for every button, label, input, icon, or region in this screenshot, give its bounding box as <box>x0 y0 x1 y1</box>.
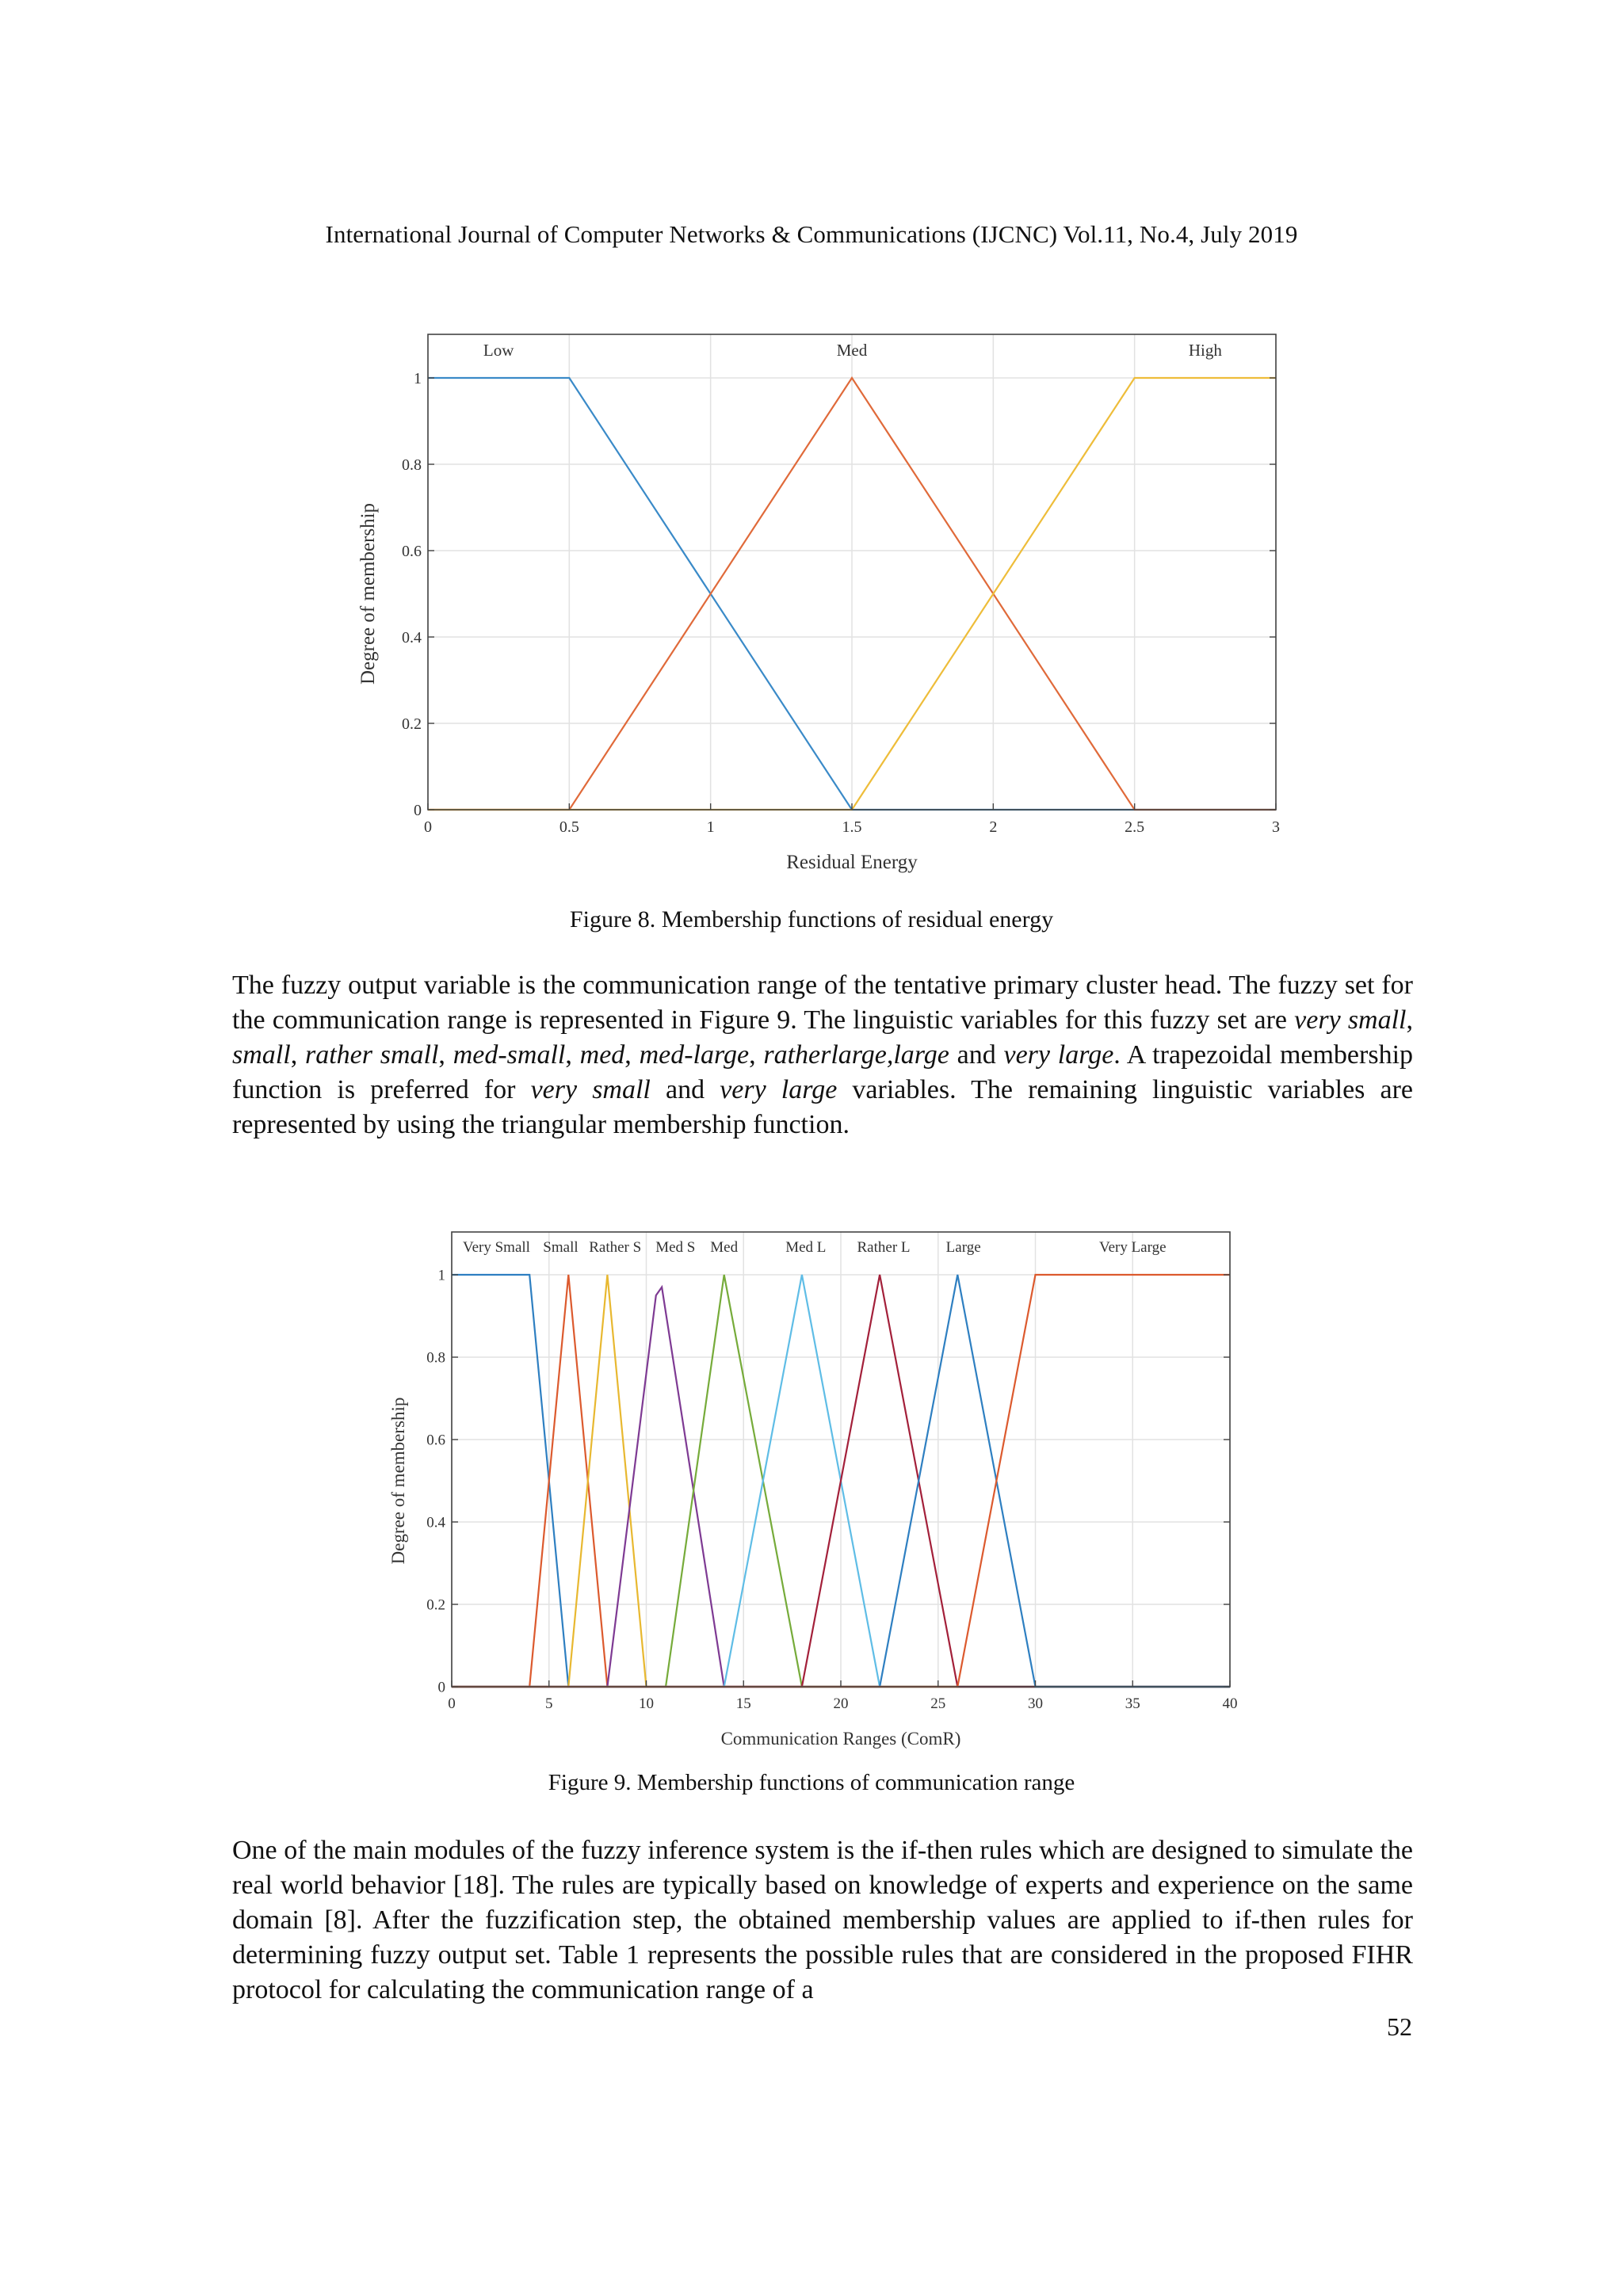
series-label: High <box>1188 341 1222 360</box>
x-tick-label: 3 <box>1272 818 1280 836</box>
text-run: and <box>949 1040 1004 1070</box>
x-tick-label: 25 <box>930 1695 946 1712</box>
series-label: Low <box>483 341 514 360</box>
y-axis-label: Degree of membership <box>388 1397 408 1565</box>
italic-term: very large <box>1003 1040 1114 1070</box>
x-tick-label: 1 <box>706 818 715 836</box>
x-tick-label: 0 <box>424 818 432 836</box>
italic-term: very small <box>1294 1005 1407 1035</box>
y-tick-label: 0.8 <box>426 1349 445 1367</box>
figure-9-chart <box>372 1216 1260 1763</box>
italic-term: very small <box>530 1075 651 1104</box>
y-tick-label: 0.8 <box>402 456 422 474</box>
y-axis-label: Degree of membership <box>357 502 379 685</box>
x-tick-label: 0.5 <box>559 818 579 836</box>
text-run: , <box>290 1040 305 1070</box>
x-tick-label: 40 <box>1222 1695 1238 1712</box>
x-tick-label: 1.5 <box>842 818 862 836</box>
x-tick-label: 10 <box>639 1695 654 1712</box>
text-run: variables. The remaining linguistic variables are represented by using the triangular membership function. <box>232 1075 1413 1139</box>
x-axis-label: Residual Energy <box>786 852 918 873</box>
y-tick-label: 0 <box>414 802 422 819</box>
text-run: , <box>438 1040 453 1070</box>
x-tick-label: 2 <box>989 818 998 836</box>
italic-term: rather small <box>304 1040 439 1070</box>
figure-8-caption: Figure 8. Membership functions of residual energy <box>569 906 1054 933</box>
text-run: , <box>624 1040 640 1070</box>
figure-9-caption: Figure 9. Membership functions of communication range <box>548 1770 1075 1795</box>
text-run: , <box>749 1040 764 1070</box>
x-axis-label: Communication Ranges (ComR) <box>720 1729 961 1749</box>
italic-term: small <box>232 1040 291 1070</box>
page-number: 52 <box>1387 2012 1412 2041</box>
y-tick-label: 0.6 <box>426 1432 445 1449</box>
series-label: Very Small <box>462 1239 530 1256</box>
y-tick-label: 0.4 <box>402 629 422 646</box>
text-run: , <box>565 1040 580 1070</box>
x-tick-label: 0 <box>448 1695 456 1712</box>
series-label: Med S <box>655 1239 696 1256</box>
x-tick-label: 15 <box>735 1695 751 1712</box>
figure-8-chart <box>341 317 1323 887</box>
series-label: Large <box>945 1239 981 1256</box>
text-run: The fuzzy output variable is the communication range of the tentative primary cluster head. The fuzzy set for the communication range is represented in Figure 9. The linguistic variables for this fuzzy set are <box>232 971 1413 1035</box>
series-label: Rather S <box>589 1239 642 1256</box>
italic-term: med-small <box>453 1040 566 1070</box>
y-tick-label: 0.2 <box>426 1596 445 1614</box>
text-run: , <box>1406 1005 1413 1035</box>
italic-term: med <box>579 1040 625 1070</box>
paragraph-if-then-rules: One of the main modules of the fuzzy inference system is the if-then rules which are designed to simulate the real world behavior [18]. The rules are typically based on knowledge of experts and experience on the same domain [8]. After the fuzzification step, the obtained membership values are applied to if-then rules for determining fuzzy output set. Table 1 represents the possible rules that are considered in the proposed FIHR protocol for calculating the communication range of a <box>232 1836 1413 2004</box>
italic-term: very large <box>720 1075 838 1104</box>
italic-term: med-large <box>639 1040 750 1070</box>
x-tick-label: 2.5 <box>1125 818 1145 836</box>
y-tick-label: 1 <box>437 1267 445 1284</box>
paragraph-output-variable <box>232 968 1413 1142</box>
x-tick-label: 30 <box>1028 1695 1043 1712</box>
y-tick-label: 0.2 <box>402 715 422 733</box>
journal-header: International Journal of Computer Networks & Communications (IJCNC) Vol.11, No.4, July 2019 <box>325 220 1298 248</box>
y-tick-label: 0.6 <box>402 543 422 560</box>
y-tick-label: 0 <box>437 1679 445 1696</box>
italic-term: ratherlarge,large <box>763 1040 949 1070</box>
series-label: Med L <box>785 1239 827 1256</box>
y-tick-label: 1 <box>414 370 422 387</box>
series-label: Small <box>543 1239 579 1256</box>
series-label: Rather L <box>857 1239 911 1256</box>
text-run: and <box>650 1075 720 1104</box>
series-label: Med <box>710 1239 739 1256</box>
x-tick-label: 20 <box>833 1695 849 1712</box>
series-label: Very Large <box>1098 1239 1167 1256</box>
x-tick-label: 35 <box>1125 1695 1140 1712</box>
text-run: . A trapezoidal membership function is preferred for <box>232 1040 1414 1104</box>
series-label: Med <box>836 341 868 360</box>
x-tick-label: 5 <box>545 1695 553 1712</box>
y-tick-label: 0.4 <box>426 1514 445 1531</box>
